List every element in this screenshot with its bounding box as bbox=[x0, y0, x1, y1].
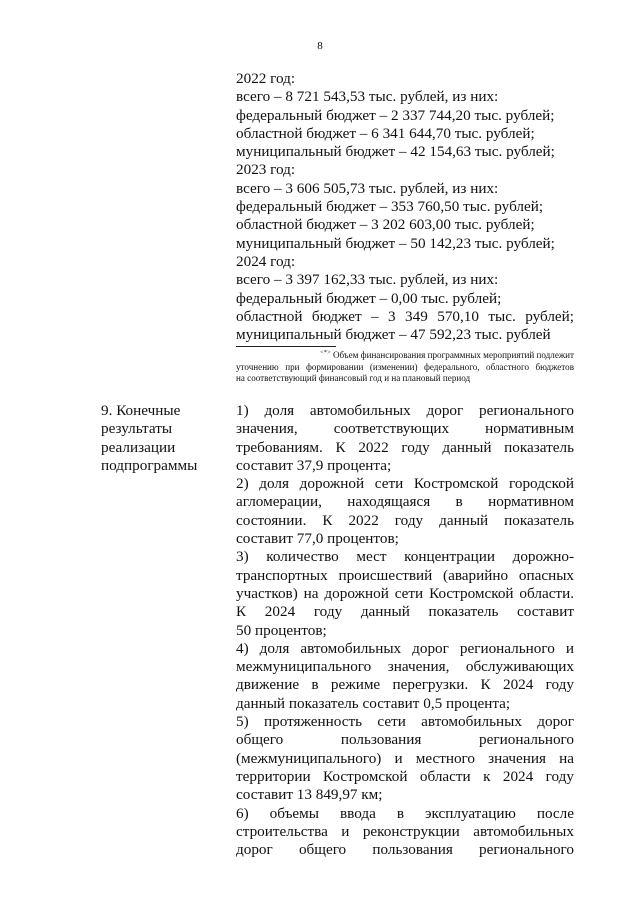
result-line: 4) доля автомобильных дорог регионального и bbox=[236, 639, 574, 657]
result-line: дорог общего пользования регионального bbox=[236, 841, 574, 859]
page-number: 8 bbox=[317, 40, 323, 52]
result-line: данный показатель составит 0,5 процента; bbox=[236, 694, 511, 712]
funding-line: муниципальный бюджет – 47 592,23 тыс. рублей bbox=[236, 326, 551, 344]
result-line: составит 77,0 процентов; bbox=[236, 530, 399, 548]
section-label-line: реализации bbox=[101, 438, 176, 456]
funding-line: 2023 год: bbox=[236, 161, 296, 179]
funding-line: всего – 3 606 505,73 тыс. рублей, из них: bbox=[236, 179, 499, 197]
funding-line: муниципальный бюджет – 50 142,23 тыс. рублей; bbox=[236, 234, 555, 252]
result-line: (межмуниципального) и местного значения на bbox=[236, 749, 574, 767]
result-item bbox=[236, 475, 574, 548]
footnote-line bbox=[236, 347, 574, 362]
footnote-line: на соответствующий финансовый год и на плановый период bbox=[236, 373, 471, 384]
result-line: состоянии. К 2022 году данный показатель bbox=[236, 511, 574, 529]
result-line: межмуниципального значения, обслуживающих bbox=[236, 658, 574, 676]
result-line: 50 процентов; bbox=[236, 621, 327, 639]
footnote bbox=[236, 347, 574, 385]
result-line: агломерации, находящаяся в нормативном bbox=[236, 493, 574, 511]
result-line: 6) объемы ввода в эксплуатацию после bbox=[236, 804, 574, 822]
result-line: движение в режиме перегрузки. К 2024 году bbox=[236, 676, 574, 694]
section-label bbox=[101, 402, 201, 475]
result-line: участков) на дорожной сети Костромской области. bbox=[236, 584, 574, 602]
funding-line: федеральный бюджет – 0,00 тыс. рублей; bbox=[236, 289, 502, 307]
funding-line: областной бюджет – 6 341 644,70 тыс. рублей; bbox=[236, 124, 535, 142]
funding-line: муниципальный бюджет – 42 154,63 тыс. рублей; bbox=[236, 143, 555, 161]
result-line: 2) доля дорожной сети Костромской городской bbox=[236, 475, 574, 493]
result-line: требованиям. К 2022 году данный показатель bbox=[236, 438, 574, 456]
result-item bbox=[236, 640, 574, 713]
result-line: территории Костромской области к 2024 году bbox=[236, 767, 574, 785]
result-line: 1) доля автомобильных дорог регионального bbox=[236, 402, 574, 419]
result-line: общего пользования регионального bbox=[236, 731, 574, 749]
result-line: К 2024 году данный показатель составит bbox=[236, 603, 574, 621]
result-line: транспортных происшествий (аварийно опасных bbox=[236, 566, 574, 584]
funding-line: областной бюджет – 3 202 603,00 тыс. рублей; bbox=[236, 216, 535, 234]
result-line: 5) протяженность сети автомобильных дорог bbox=[236, 713, 574, 731]
final-results-list bbox=[236, 402, 574, 859]
footnote-mark: <*> bbox=[320, 349, 331, 356]
funding-line: всего – 3 397 162,33 тыс. рублей, из них: bbox=[236, 271, 499, 289]
funding-line: 2024 год: bbox=[236, 252, 296, 270]
result-item bbox=[236, 805, 574, 860]
result-line: 3) количество мест концентрации дорожно- bbox=[236, 548, 574, 566]
result-item bbox=[236, 548, 574, 639]
section-label-line: 9. Конечные bbox=[101, 402, 181, 419]
funding-line: федеральный бюджет – 353 760,50 тыс. рублей; bbox=[236, 198, 544, 216]
result-line: значения, соответствующих нормативным bbox=[236, 420, 574, 438]
funding-line: 2022 год: bbox=[236, 70, 296, 87]
result-item bbox=[236, 713, 574, 804]
footnote-line: уточнению при формировании (изменении) федерального, областного бюджетов bbox=[236, 361, 574, 372]
result-line: составит 37,9 процента; bbox=[236, 456, 392, 474]
result-item bbox=[236, 402, 574, 475]
funding-line: федеральный бюджет – 2 337 744,20 тыс. рублей; bbox=[236, 106, 555, 124]
footnote-text: Объем финансирования программных мероприятий подлежит bbox=[330, 350, 574, 361]
funding-line: областной бюджет – 3 349 570,10 тыс. рублей; bbox=[236, 307, 574, 325]
result-line: строительства и реконструкции автомобильных bbox=[236, 822, 574, 840]
section-label-line: результаты bbox=[101, 420, 173, 438]
section-label-line: подпрограммы bbox=[101, 456, 198, 474]
result-line: составит 13 849,97 км; bbox=[236, 786, 383, 804]
funding-line: всего – 8 721 543,53 тыс. рублей, из них: bbox=[236, 88, 499, 106]
funding-breakdown bbox=[236, 70, 574, 344]
